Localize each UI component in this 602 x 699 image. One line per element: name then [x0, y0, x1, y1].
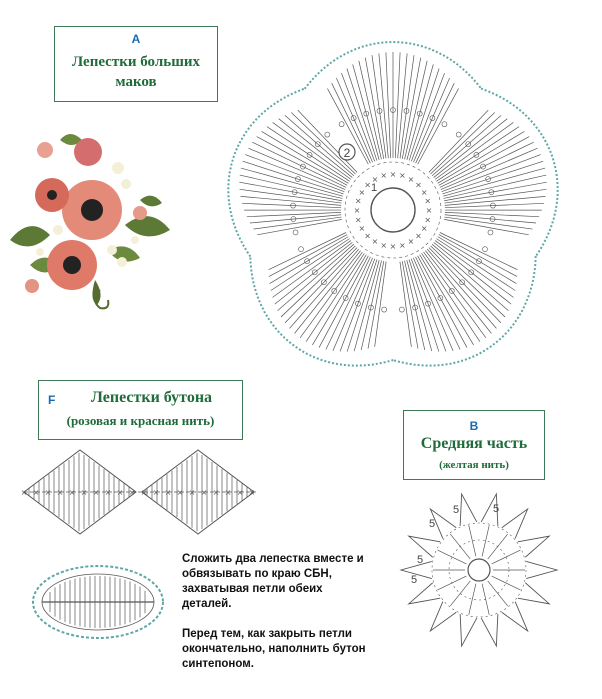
joined-bud-chart: [33, 566, 163, 638]
svg-text:×: ×: [380, 171, 388, 181]
svg-text:×: ×: [358, 188, 366, 197]
poppy-petal-chart: [228, 42, 557, 366]
svg-text:×: ×: [398, 171, 406, 181]
label-b-subtitle: (желтая нить): [439, 459, 509, 471]
svg-text:×: ×: [424, 196, 432, 206]
svg-text:×: ×: [364, 180, 371, 190]
svg-text:×: ×: [358, 224, 366, 233]
svg-text:×: ×: [20, 488, 28, 497]
svg-text:×: ×: [188, 488, 196, 497]
svg-text:×: ×: [415, 231, 422, 241]
svg-text:×: ×: [371, 237, 379, 247]
svg-text:×: ×: [420, 224, 428, 233]
svg-text:×: ×: [407, 237, 415, 247]
svg-text:×: ×: [425, 206, 433, 215]
svg-text:×: ×: [248, 488, 256, 497]
svg-text:×: ×: [389, 170, 397, 179]
svg-text:×: ×: [224, 488, 232, 497]
svg-text:×: ×: [415, 180, 422, 190]
svg-text:×: ×: [380, 240, 388, 250]
bud-petal-chart: [21, 450, 258, 534]
label-b-title: Средняя часть: [420, 435, 528, 452]
row-marker-1: 1: [370, 182, 378, 194]
label-f-subtitle: (розовая и красная нить): [66, 413, 215, 428]
svg-text:×: ×: [80, 488, 88, 497]
svg-text:×: ×: [354, 215, 362, 225]
row-marker-5-top: 5: [452, 504, 460, 516]
svg-text:×: ×: [116, 488, 124, 497]
label-a-title-line1: Лепестки больших: [71, 54, 201, 70]
row-marker-5-side: 5: [416, 554, 424, 566]
flower-center-chart: [401, 494, 557, 646]
label-a-title-line2: маков: [115, 74, 157, 90]
label-f-letter: F: [48, 393, 56, 407]
poppy-bouquet-illustration: [10, 134, 170, 308]
svg-text:×: ×: [56, 488, 64, 497]
svg-text:×: ×: [212, 488, 220, 497]
svg-text:×: ×: [371, 174, 379, 184]
svg-text:×: ×: [354, 196, 362, 206]
svg-text:×: ×: [200, 488, 208, 497]
row-marker-5-left: 5: [428, 518, 436, 530]
svg-text:×: ×: [420, 188, 428, 197]
svg-text:×: ×: [128, 488, 136, 497]
svg-text:×: ×: [32, 488, 40, 497]
row-marker-5-right: 5: [492, 503, 500, 515]
row-marker-2: 2: [343, 146, 351, 160]
svg-text:×: ×: [152, 488, 160, 497]
svg-text:×: ×: [353, 206, 361, 215]
svg-text:×: ×: [389, 242, 397, 251]
instruction-fill-bud: Перед тем, как закрыть петли окончательно, наполнить бутон синтепоном.: [182, 628, 366, 670]
svg-text:×: ×: [68, 488, 76, 497]
svg-text:×: ×: [424, 215, 432, 225]
svg-text:×: ×: [364, 231, 371, 241]
row-marker-5-low: 5: [410, 574, 418, 586]
svg-text:×: ×: [236, 488, 244, 497]
label-a-letter: A: [131, 32, 141, 46]
svg-text:×: ×: [164, 488, 172, 497]
svg-text:×: ×: [398, 240, 406, 250]
svg-text:×: ×: [104, 488, 112, 497]
svg-text:×: ×: [44, 488, 52, 497]
svg-text:×: ×: [92, 488, 100, 497]
svg-text:×: ×: [176, 488, 184, 497]
instruction-join-petals: Сложить два лепестка вместе и обвязывать по краю СБН, захватывая петли обеих деталей.: [182, 553, 364, 610]
svg-text:×: ×: [140, 488, 148, 497]
label-f-title: Лепестки бутона: [90, 389, 213, 406]
label-b-letter: B: [469, 419, 479, 433]
svg-text:×: ×: [407, 174, 415, 184]
